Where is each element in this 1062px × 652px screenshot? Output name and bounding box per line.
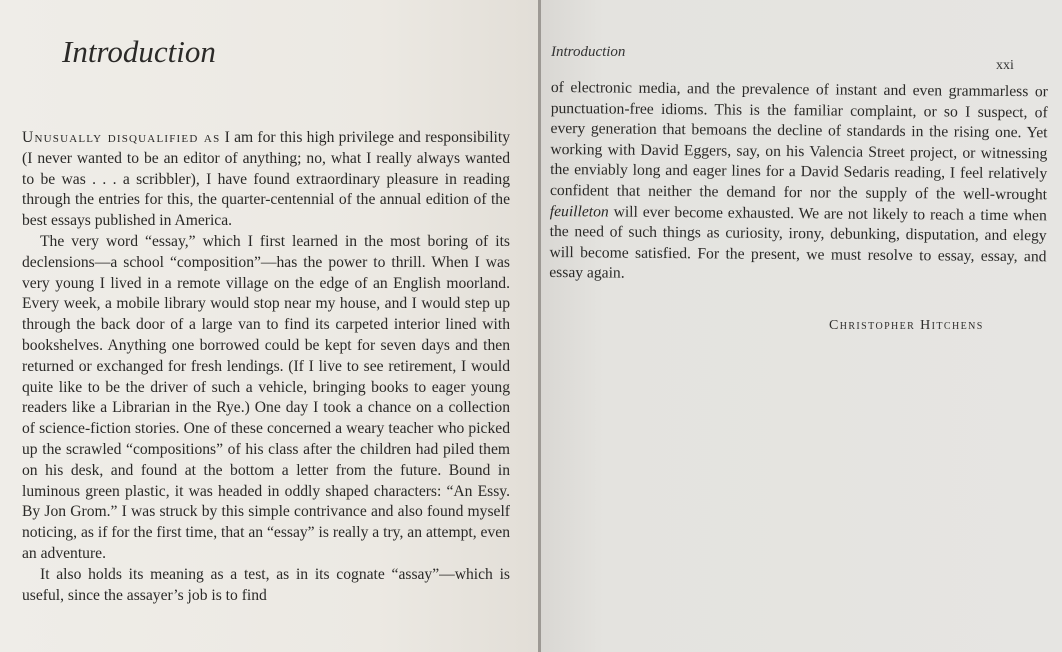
left-body-text — [22, 128, 510, 606]
closing-paragraph — [549, 78, 1048, 288]
paragraph-3: It also holds its meaning as a test, as in its cognate “assay”—which is useful, since the assayer’s job is to find — [22, 565, 510, 604]
opening-smallcaps: Unusually disqualified as — [22, 129, 221, 146]
chapter-title: Introduction — [62, 34, 216, 69]
closing-text-part-2: will ever become exhausted. We are not likely to reach a time when the need of such things as curiosity, irony, debunking, disputation, and elegy will become satisfied. For the present, we must resolve to essay, essay, and essay again. — [549, 203, 1047, 282]
page-number: xxi — [996, 58, 1014, 73]
paragraph-1 — [22, 128, 510, 232]
paragraph-2: The very word “essay,” which I first learned in the most boring of its declensions—a school “composition”—has the power to thrill. When I was very young I lived in a remote village on the edge of an English moorland. Every week, a mobile library would stop near my house, and I would step up through the back door of a large van to find its carpeted interior lined with bookshelves. Anything one borrowed could be kept for seven days and then returned or exchanged for fresh lendings. (If I live to see retirement, I would quite like to be the driver of such a vehicle, bringing books to eager young readers like a Librarian in the Rye.) One day I took a chance on a collection of science-fiction stories. One of these concerned a weary teacher who picked up the scrawled “compositions” of his class after the children had piled them on his desk, and found at the bottom a letter from the future. Bound in luminous green plastic, it was headed in oddly shaped characters: “An Essy. By Jon Grom.” I was struck by this simple contrivance and also found myself noticing, as if for the first time, that an “essay” is really a try, an attempt, even an adventure. — [22, 232, 510, 562]
right-page — [541, 0, 1062, 652]
right-body-text — [549, 78, 1048, 288]
running-head: Introduction — [551, 44, 626, 60]
paragraph-1-text: I am for this high privilege and responsibility (I never wanted to be an editor of anything; no, what I really always wanted to be was . . . a scribbler), I have found extraordinary pleasure in reading through the entries for this, the quarter-centennial of the annual edition of the best essays published in America. — [22, 129, 510, 230]
author-signature: Christopher Hitchens — [829, 318, 984, 333]
closing-text-part-1: of electronic media, and the prevalence of instant and even grammarless or punctuation-free idioms. This is the familiar complaint, or so I suspect, of every generation that bemoans the decline of standards in the rising one. Yet working with David Eggers, say, on his Valencia Street project, or witnessing the enviably long and eager lines for a David Sedaris reading, I feel relatively confident that neither the demand for nor the supply of the well-wrought — [549, 78, 1048, 204]
italic-word: feuilleton — [549, 202, 609, 221]
